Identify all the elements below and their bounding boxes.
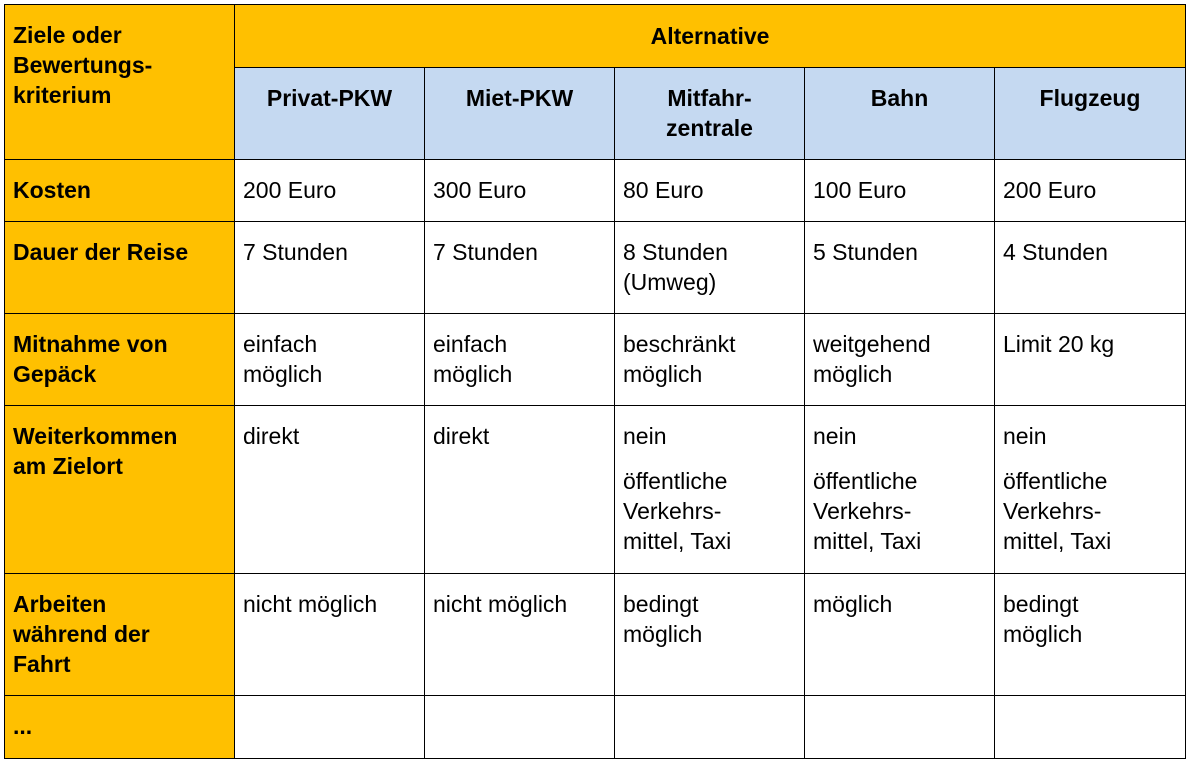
text-line: einfach — [243, 331, 318, 357]
cell-value — [1003, 329, 1177, 359]
text-line: nicht möglich — [243, 591, 378, 617]
criterion-row-dauer-der-reise — [5, 222, 1186, 314]
text-line: kriterium — [13, 82, 112, 108]
text-line: ... — [13, 713, 33, 739]
text-line: öffentliche — [623, 468, 728, 494]
rating-cell — [995, 160, 1186, 222]
rating-cell — [805, 406, 995, 574]
rating-cell — [425, 160, 615, 222]
rating-cell — [805, 160, 995, 222]
alternative-header-flugzeug — [995, 68, 1186, 160]
rating-cell — [805, 222, 995, 314]
text-line: Bewertungs- — [13, 52, 153, 78]
text-line: möglich — [813, 591, 893, 617]
rating-cell — [425, 406, 615, 574]
cell-value — [623, 175, 796, 205]
criterion-row-ellipsis — [5, 696, 1186, 759]
rating-cell — [805, 314, 995, 406]
text-line: Fahrt — [13, 651, 71, 677]
text-line: weitgehend — [813, 331, 931, 357]
text-line: 5 Stunden — [813, 239, 918, 265]
criterion-label — [5, 696, 235, 759]
cell-value — [243, 237, 416, 267]
text-line: mittel, Taxi — [623, 528, 732, 554]
text-line: Gepäck — [13, 361, 97, 387]
text-line: öffentliche — [1003, 468, 1108, 494]
text-line: Mitfahr- — [667, 85, 752, 111]
text-line: einfach — [433, 331, 508, 357]
text-line: Privat-PKW — [266, 85, 393, 111]
text-line: Bahn — [870, 85, 929, 111]
rating-cell — [235, 696, 425, 759]
cell-value — [1003, 589, 1177, 649]
rating-cell — [235, 574, 425, 696]
rating-cell — [235, 406, 425, 574]
criterion-row-arbeiten-waehrend-der-fahrt — [5, 574, 1186, 696]
criterion-row-mitnahme-von-gepaeck — [5, 314, 1186, 406]
text-line: 200 Euro — [1003, 177, 1097, 203]
text-line: mittel, Taxi — [813, 528, 922, 554]
text-line: 8 Stunden — [623, 239, 728, 265]
rating-cell — [995, 406, 1186, 574]
text-line: Dauer der Reise — [13, 239, 189, 265]
cell-value — [1003, 175, 1177, 205]
text-line: direkt — [433, 423, 490, 449]
text-line: nein — [623, 423, 667, 449]
rating-cell — [235, 222, 425, 314]
text-line: öffentliche — [813, 468, 918, 494]
rating-cell — [235, 160, 425, 222]
rating-cell — [615, 314, 805, 406]
alternative-header-bahn — [805, 68, 995, 160]
cell-value — [813, 421, 986, 451]
cell-value — [433, 589, 606, 619]
text-line: bedingt — [623, 591, 699, 617]
cell-value — [243, 589, 416, 619]
criterion-label — [5, 574, 235, 696]
cell-value — [433, 421, 606, 451]
alternative-header-miet-pkw — [425, 68, 615, 160]
text-line: Verkehrs- — [813, 498, 912, 524]
text-line: Weiterkommen — [13, 423, 178, 449]
text-line: (Umweg) — [623, 269, 717, 295]
text-line: nicht möglich — [433, 591, 568, 617]
cell-value — [813, 237, 986, 267]
cell-value — [813, 589, 986, 619]
text-line: 100 Euro — [813, 177, 907, 203]
alternative-header-mitfahr-zentrale — [615, 68, 805, 160]
text-line: 7 Stunden — [433, 239, 538, 265]
rating-cell — [995, 696, 1186, 759]
rating-cell — [995, 314, 1186, 406]
alternatives-header: Alternative — [235, 5, 1186, 68]
rating-cell — [615, 406, 805, 574]
cell-value — [243, 421, 416, 451]
cell-value — [623, 589, 796, 649]
text-line: während der — [13, 621, 150, 647]
header-row-top — [5, 5, 1186, 68]
rating-cell — [615, 574, 805, 696]
cell-value — [813, 329, 986, 389]
text-line: möglich — [623, 621, 703, 647]
text-line: möglich — [1003, 621, 1083, 647]
text-line: Verkehrs- — [623, 498, 722, 524]
text-line: Limit 20 kg — [1003, 331, 1115, 357]
text-line: Kosten — [13, 177, 91, 203]
rating-cell — [425, 222, 615, 314]
cell-value — [623, 329, 796, 389]
corner-header-criterion — [5, 5, 235, 160]
text-line: möglich — [433, 361, 513, 387]
rating-cell — [615, 696, 805, 759]
cell-note — [623, 466, 796, 556]
cell-value — [433, 175, 606, 205]
text-line: Verkehrs- — [1003, 498, 1102, 524]
text-line: 200 Euro — [243, 177, 337, 203]
text-line: beschränkt — [623, 331, 736, 357]
criterion-label — [5, 314, 235, 406]
rating-cell — [615, 222, 805, 314]
text-line: 300 Euro — [433, 177, 527, 203]
text-line: 80 Euro — [623, 177, 704, 203]
text-line: am Zielort — [13, 453, 123, 479]
criterion-label — [5, 160, 235, 222]
text-line: Flugzeug — [1039, 85, 1141, 111]
criterion-label — [5, 406, 235, 574]
text-line: zentrale — [666, 115, 753, 141]
text-line: nein — [813, 423, 857, 449]
criterion-row-weiterkommen-am-zielort — [5, 406, 1186, 574]
cell-value — [623, 237, 796, 297]
text-line: direkt — [243, 423, 300, 449]
cell-value — [623, 421, 796, 451]
text-line: nein — [1003, 423, 1047, 449]
rating-cell — [615, 160, 805, 222]
rating-cell — [425, 314, 615, 406]
text-line: Mitnahme von — [13, 331, 168, 357]
cell-value — [433, 329, 606, 389]
criterion-label — [5, 222, 235, 314]
text-line: 4 Stunden — [1003, 239, 1108, 265]
decision-matrix-table — [4, 4, 1186, 759]
text-line: mittel, Taxi — [1003, 528, 1112, 554]
text-line: Ziele oder — [13, 22, 122, 48]
text-line: möglich — [813, 361, 893, 387]
cell-value — [243, 329, 416, 389]
rating-cell — [805, 696, 995, 759]
cell-note — [1003, 466, 1177, 556]
cell-value — [1003, 421, 1177, 451]
cell-value — [813, 175, 986, 205]
criterion-row-kosten — [5, 160, 1186, 222]
rating-cell — [425, 696, 615, 759]
cell-value — [243, 175, 416, 205]
matrix-body — [5, 160, 1186, 759]
rating-cell — [995, 574, 1186, 696]
rating-cell — [995, 222, 1186, 314]
cell-value — [433, 237, 606, 267]
text-line: 7 Stunden — [243, 239, 348, 265]
rating-cell — [235, 314, 425, 406]
rating-cell — [425, 574, 615, 696]
text-line: möglich — [243, 361, 323, 387]
alternative-header-privat-pkw — [235, 68, 425, 160]
cell-value — [1003, 237, 1177, 267]
text-line: Miet-PKW — [465, 85, 574, 111]
text-line: Arbeiten — [13, 591, 107, 617]
cell-note — [813, 466, 986, 556]
text-line: bedingt — [1003, 591, 1079, 617]
text-line: möglich — [623, 361, 703, 387]
rating-cell — [805, 574, 995, 696]
